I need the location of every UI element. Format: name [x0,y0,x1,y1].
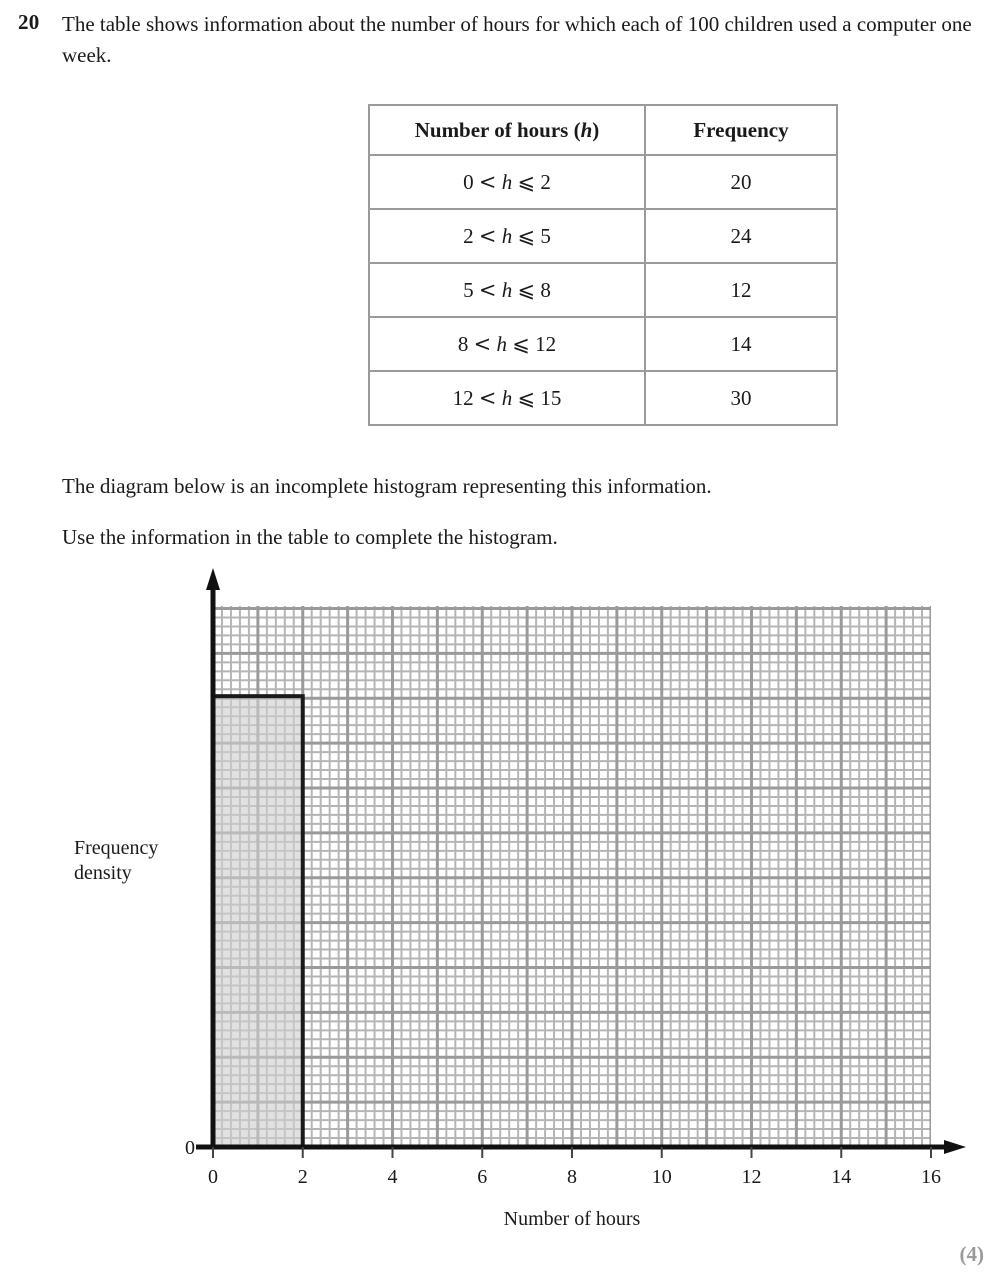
header-interval-text: Number of hours ( [414,117,581,142]
table-cell-interval [369,263,645,317]
interval-relation-upper: ⩽ [517,223,536,248]
table-cell-frequency: 20 [645,155,837,209]
table-cell-interval [369,155,645,209]
interval-lower: 2 [463,223,474,248]
interval-relation-lower: < [478,223,497,248]
interval-variable: h [501,169,513,194]
histogram-plot [0,560,1000,1260]
table-header-frequency: Frequency [645,105,837,155]
x-axis-tick-label: 8 [567,1166,577,1188]
histogram-bars [213,696,303,1147]
table-cell-frequency: 12 [645,263,837,317]
interval-upper: 5 [540,223,551,248]
prose-diagram-note: The diagram below is an incomplete histogram representing this information. [62,474,712,498]
interval-upper: 2 [540,169,551,194]
x-axis-tick-label: 10 [651,1166,672,1188]
interval-upper: 12 [535,331,557,356]
interval-relation-lower: < [478,277,497,302]
x-axis-arrowhead [944,1140,966,1154]
x-axis-ticks [208,1147,941,1188]
interval-lower: 5 [463,277,474,302]
header-interval-variable: h [580,117,593,142]
interval-upper: 8 [540,277,551,302]
y-axis-label-line-2: density [74,862,132,884]
x-axis-tick-label: 0 [208,1166,218,1188]
interval-relation-upper: ⩽ [517,169,536,194]
x-axis-tick-label: 4 [387,1166,398,1188]
interval-relation-lower: < [478,169,497,194]
interval-relation-upper: ⩽ [517,277,536,302]
header-interval-close: ) [592,117,600,142]
prose-instruction: Use the information in the table to complete the histogram. [62,525,558,549]
x-axis-tick-label: 2 [297,1166,308,1188]
y-axis-arrowhead [206,568,220,590]
table-header-interval [369,105,645,155]
interval-lower: 8 [457,331,469,356]
histogram-bar [213,696,303,1147]
table-cell-frequency: 14 [645,317,837,371]
question-number: 20 [18,10,40,34]
interval-variable: h [501,385,513,410]
y-axis-label [74,836,204,886]
interval-variable: h [496,331,507,356]
interval-upper: 15 [540,385,562,410]
interval-relation-upper: ⩽ [517,385,536,410]
table-row [369,371,837,425]
table-body [369,155,837,425]
interval-variable: h [501,277,513,302]
x-axis-tick-label: 12 [741,1166,762,1188]
table-cell-interval [369,371,645,425]
x-axis-title: Number of hours [503,1208,641,1230]
table-row [369,209,837,263]
table-cell-frequency: 30 [645,371,837,425]
x-axis-tick-label: 6 [477,1166,488,1188]
question-stem: The table shows information about the number of hours for which each of 100 children used a computer one week. [62,12,972,67]
histogram-figure [0,560,1000,1260]
interval-relation-upper: ⩽ [512,331,530,356]
table-header-row [369,105,837,155]
x-axis-tick-label: 14 [831,1166,852,1188]
table-row [369,317,837,371]
y-axis-label-line-1: Frequency [74,837,159,859]
frequency-table [368,104,838,426]
interval-relation-lower: < [473,331,492,356]
interval-relation-lower: < [478,385,497,410]
table-cell-frequency: 24 [645,209,837,263]
y-axis-origin-label: 0 [185,1137,195,1159]
table-cell-interval [369,209,645,263]
table-row [369,263,837,317]
table-cell-interval [369,317,645,371]
interval-lower: 12 [452,385,474,410]
interval-variable: h [501,223,513,248]
interval-lower: 0 [463,169,474,194]
table-row [369,155,837,209]
x-axis-tick-label: 16 [921,1166,941,1188]
marks-allocation: (4) [959,1242,984,1266]
